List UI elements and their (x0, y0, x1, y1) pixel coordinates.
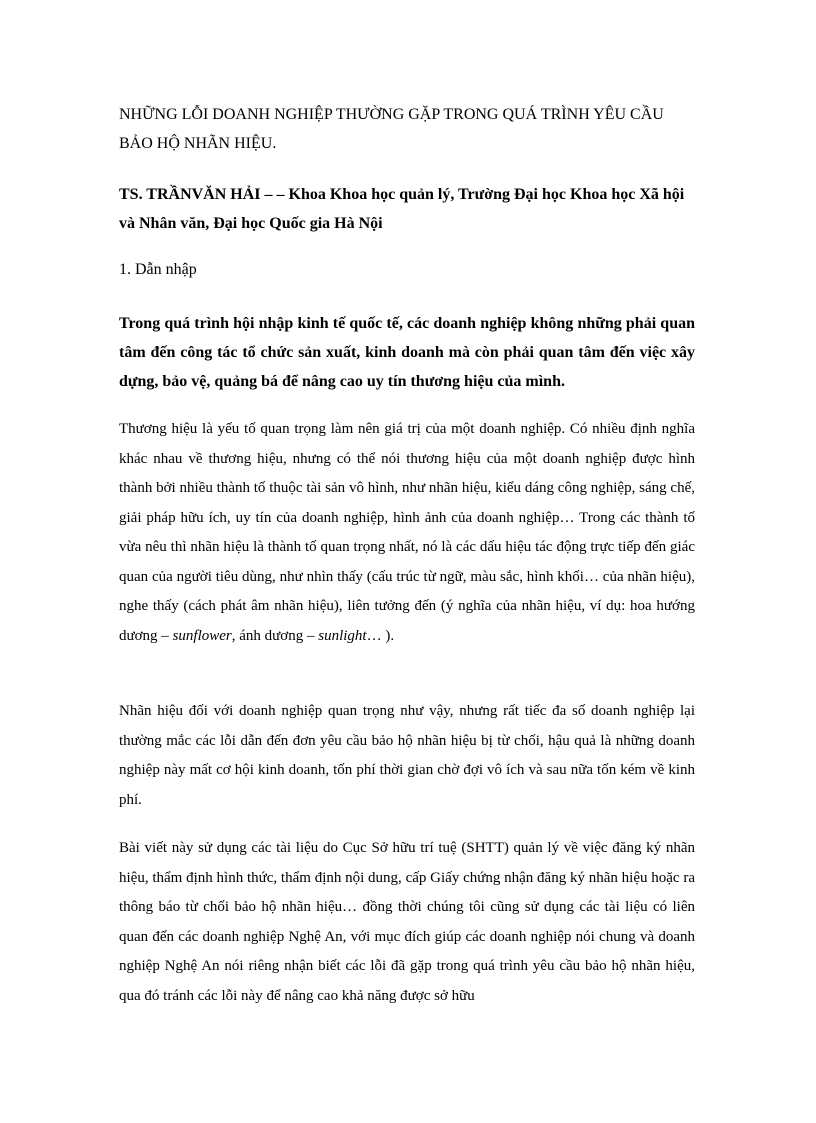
section-heading: 1. Dẫn nhập (119, 261, 197, 278)
paragraph-1-text-b: , ánh dương – (231, 627, 319, 644)
paragraph-1-italic-sunflower: sunflower (172, 627, 232, 644)
body-paragraph-2: Nhãn hiệu đối với doanh nghiệp quan trọng như vậy, nhưng rất tiếc đa số doanh nghiệp lại thường mắc các lỗi dẫn đến đơn yêu cầu bảo hộ nhãn hiệu bị từ chối, hậu quả là những doanh nghiệp này mất cơ hội kinh doanh, tốn phí thời gian chờ đợi vô ích và sau nữa tốn kém về kinh phí. (119, 703, 695, 808)
paragraph-1-text-a: Thương hiệu là yếu tố quan trọng làm nên giá trị của một doanh nghiệp. Có nhiều định nghĩa khác nhau về thương hiệu, nhưng có thể nói thương hiệu của một doanh nghiệp được hình thành bởi nhiều thành tố thuộc tài sản vô hình, như nhãn hiệu, kiểu dáng công nghiệp, sáng chế, giải pháp hữu ích, uy tín của doanh nghiệp, hình ảnh của doanh nghiệp… Trong các thành tố vừa nêu thì nhãn hiệu là thành tố quan trọng nhất, nó là các dấu hiệu tác động trực tiếp đến giác quan của người tiêu dùng, như nhìn thấy (cấu trúc từ ngữ, màu sắc, hình khối… của nhãn hiệu), nghe thấy (cách phát âm nhãn hiệu), liên tưởng đến (ý nghĩa của nhãn hiệu, ví dụ: hoa hướng dương – (119, 421, 695, 644)
author-line: TS. TRẦNVĂN HẢI – – Khoa Khoa học quản lý, Trường Đại học Khoa học Xã hội và Nhân văn, Đại học Quốc gia Hà Nội (119, 186, 685, 232)
document-title: NHỮNG LỖI DOANH NGHIỆP THƯỜNG GẶP TRONG QUÁ TRÌNH YÊU CẦU BẢO HỘ NHÃN HIỆU. (119, 106, 664, 152)
body-paragraph-3: Bài viết này sử dụng các tài liệu do Cục Sở hữu trí tuệ (SHTT) quản lý về việc đăng ký nhãn hiệu, thẩm định hình thức, thẩm định nội dung, cấp Giấy chứng nhận đăng ký nhãn hiệu hoặc ra thông báo từ chối bảo hộ nhãn hiệu… đồng thời chúng tôi cũng sử dụng các tài liệu có liên quan đến các doanh nghiệp Nghệ An, với mục đích giúp các doanh nghiệp nói chung và doanh nghiệp Nghệ An nói riêng nhận biết các lỗi đã gặp trong quá trình yêu cầu bảo hộ nhãn hiệu, qua đó tránh các lỗi này để nâng cao khả năng được sở hữu (119, 840, 695, 1004)
lead-paragraph: Trong quá trình hội nhập kinh tế quốc tế, các doanh nghiệp không những phải quan tâm đến công tác tổ chức sản xuất, kinh doanh mà còn phải quan tâm đến việc xây dựng, bảo vệ, quảng bá để nâng cao uy tín thương hiệu của mình. (119, 315, 695, 390)
body-paragraph-1 (119, 415, 695, 651)
paragraph-1-text-c: … ). (366, 627, 395, 644)
paragraph-1-italic-sunlight: sunlight (318, 627, 367, 644)
